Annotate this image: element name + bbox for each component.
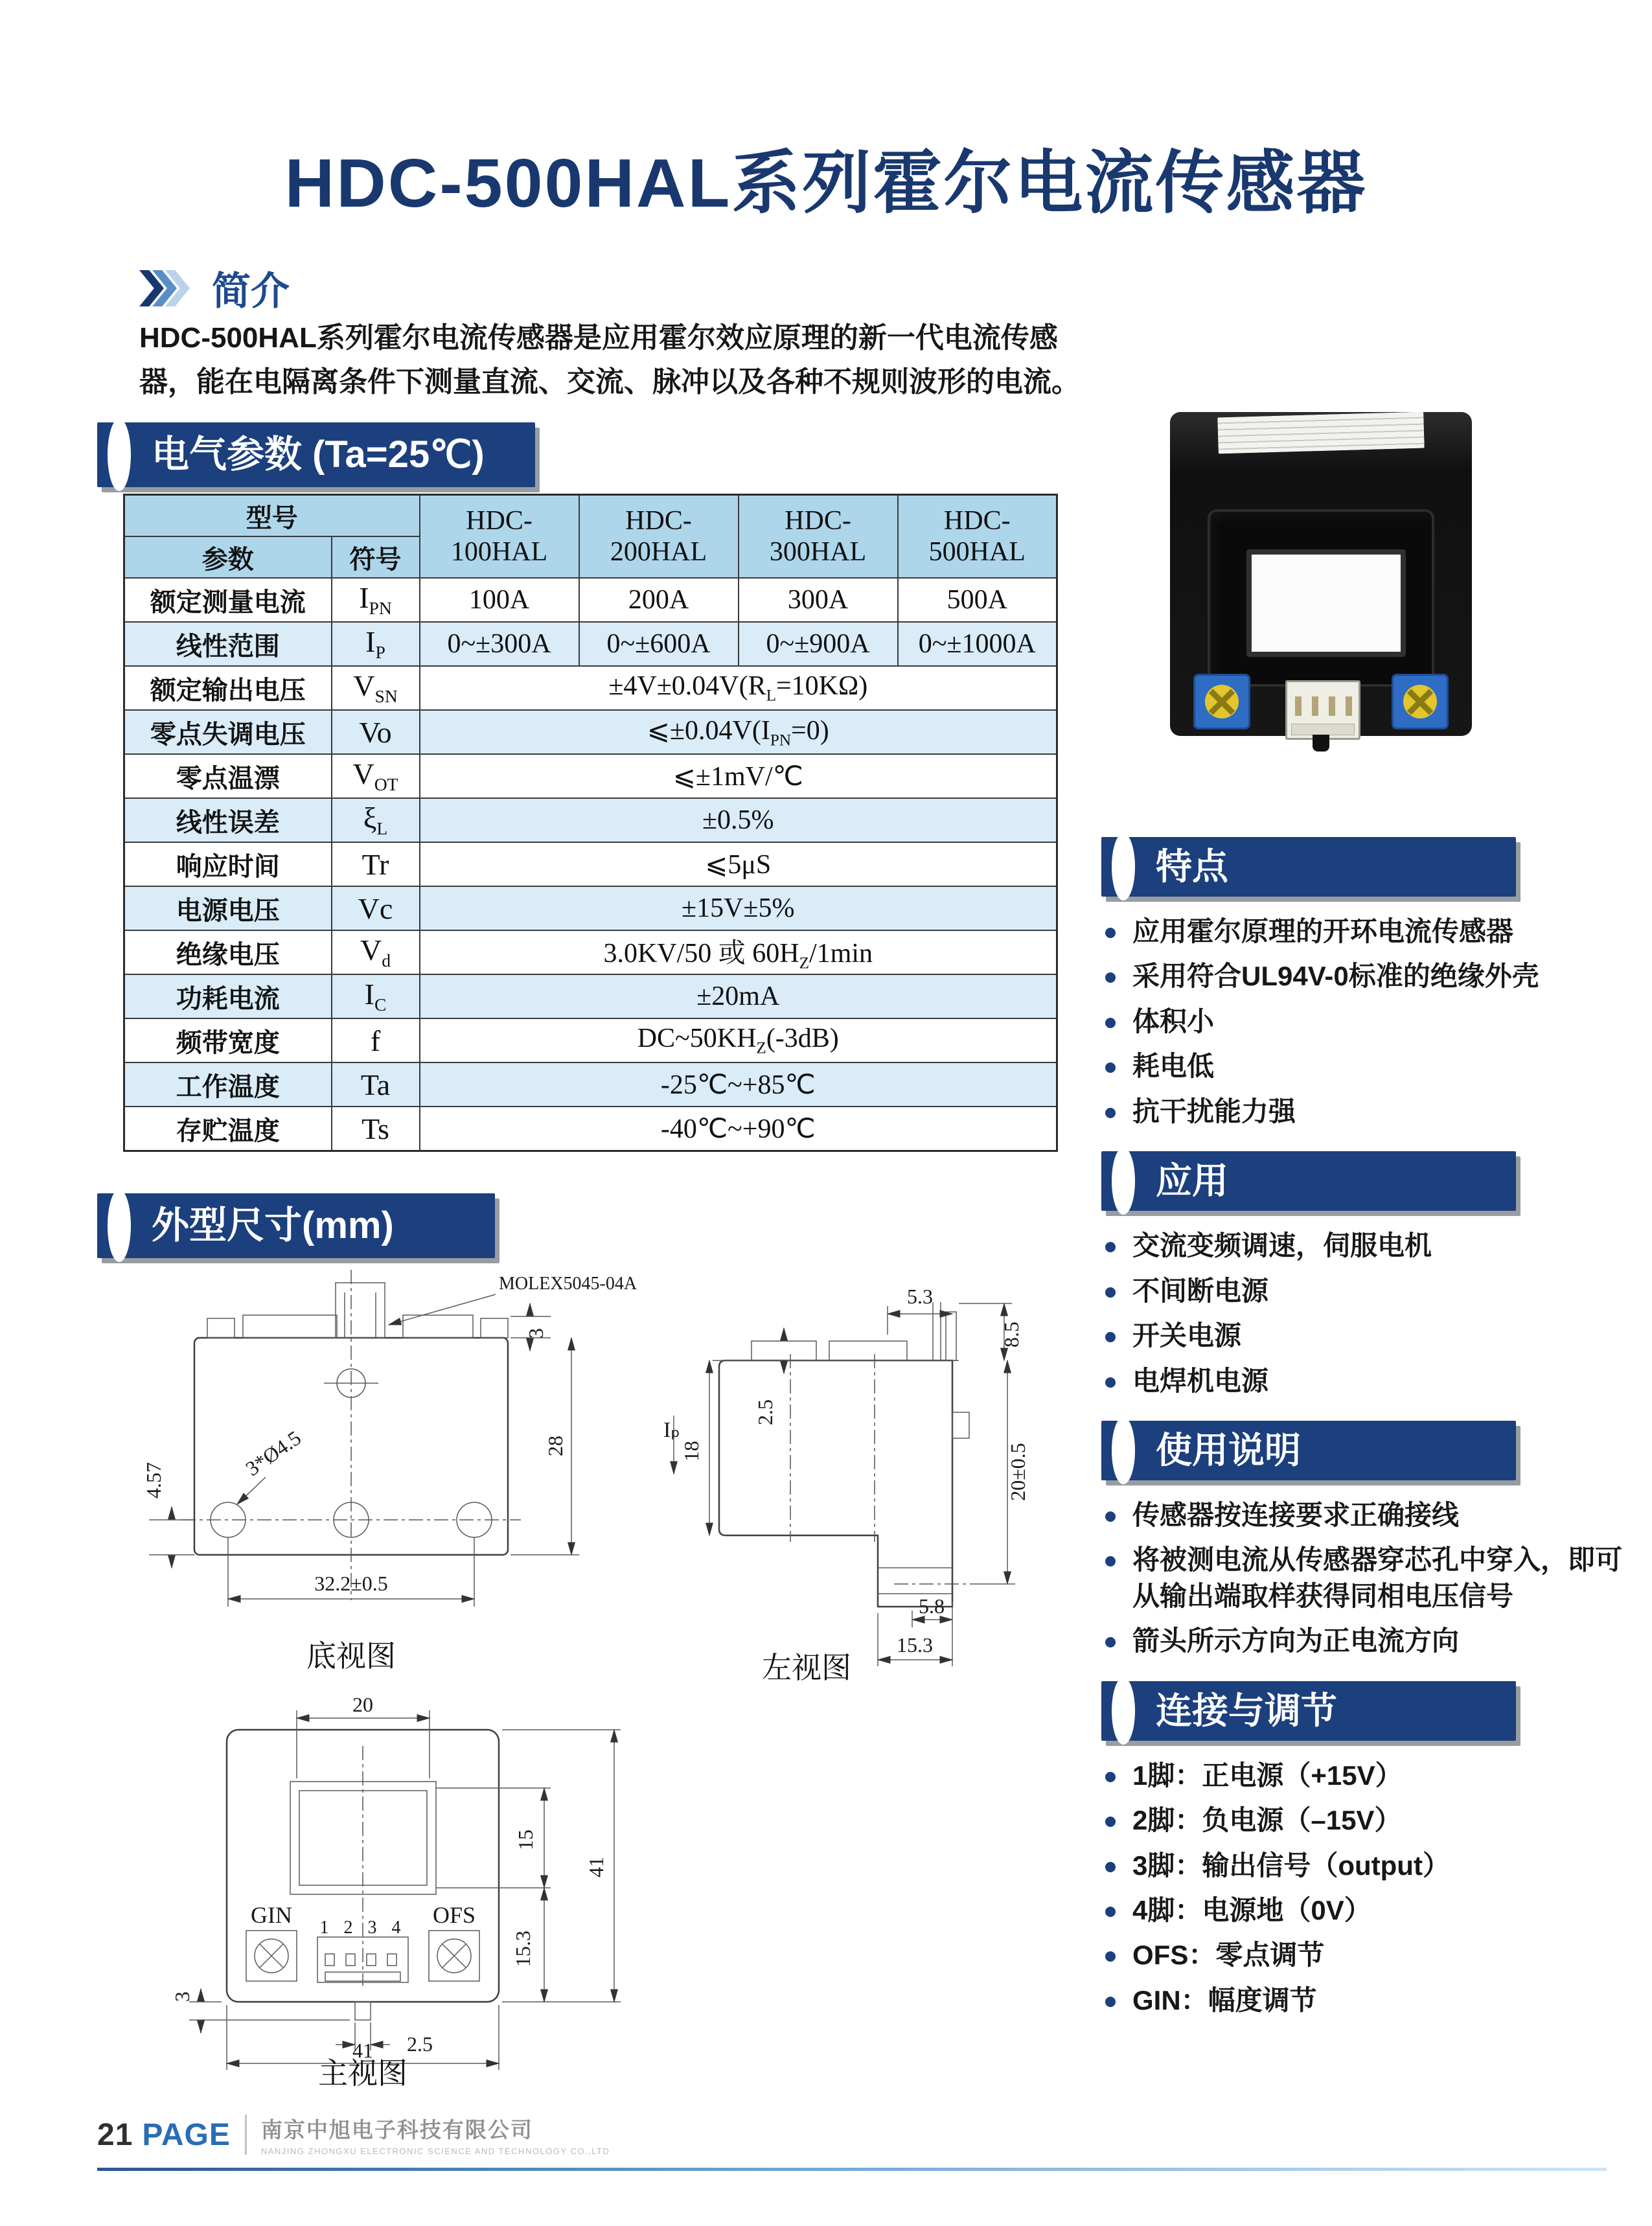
product-photo bbox=[1170, 412, 1472, 741]
list-item bbox=[1105, 1848, 1626, 1883]
dimensions-banner bbox=[97, 1193, 495, 1258]
electrical-params-banner bbox=[97, 422, 535, 487]
applications-list bbox=[1101, 1228, 1626, 1399]
dim-depth: 15.3 bbox=[897, 1633, 933, 1657]
symbol-cell: $I_{PN}$ bbox=[332, 578, 420, 622]
symbol-cell: Ta bbox=[332, 1062, 420, 1107]
param-label-cell: 线性范围 bbox=[124, 622, 332, 666]
list-item-text: 体积小 bbox=[1132, 1005, 1215, 1037]
bottom-view-dimensions bbox=[142, 1274, 637, 1607]
dim-top: 5.3 bbox=[907, 1285, 933, 1308]
table-header-symbol: 符号 bbox=[332, 536, 420, 578]
dim-pin: 8.5 bbox=[1000, 1322, 1023, 1348]
list-item-text: 应用霍尔原理的开环电流传感器 bbox=[1132, 916, 1514, 947]
features-banner bbox=[1101, 837, 1516, 897]
connector-base bbox=[1291, 724, 1355, 735]
bullet-icon bbox=[1105, 1242, 1116, 1252]
table-header-model-4: HDC-500HAL bbox=[898, 495, 1057, 579]
bullet-icon bbox=[1105, 1817, 1116, 1827]
intro-section-header bbox=[139, 260, 290, 316]
dim-body: 18 bbox=[680, 1441, 703, 1462]
list-item bbox=[1105, 1363, 1626, 1399]
dim-right: 20±0.5 bbox=[1006, 1443, 1029, 1501]
connection-banner-text: 连接与调节 bbox=[1156, 1690, 1337, 1731]
page-number: 21 bbox=[97, 2117, 133, 2152]
symbol-cell: Vc bbox=[332, 886, 420, 930]
gin-label: GIN bbox=[251, 1902, 292, 1928]
param-label-cell: 响应时间 bbox=[124, 842, 332, 886]
param-label-cell: 功耗电流 bbox=[124, 974, 332, 1018]
value-cell-merged: -40℃~+90℃ bbox=[420, 1107, 1057, 1151]
symbol-cell: Tr bbox=[332, 842, 420, 886]
value-cell-merged: ±20mA bbox=[420, 974, 1057, 1018]
table-row bbox=[124, 798, 1057, 842]
front-view-caption: 主视图 bbox=[318, 2057, 407, 2086]
dim-total-h: 41 bbox=[584, 1857, 608, 1877]
company-name: 南京中旭电子科技有限公司 bbox=[260, 2118, 533, 2142]
table-header-model-label: 型号 bbox=[124, 495, 420, 537]
list-item bbox=[1105, 1273, 1626, 1309]
param-label-cell: 频带宽度 bbox=[124, 1018, 332, 1062]
list-item bbox=[1105, 1497, 1626, 1533]
symbol-cell: Vo bbox=[332, 710, 420, 754]
bullet-icon bbox=[1105, 1556, 1116, 1566]
bullet-icon bbox=[1105, 1997, 1116, 2007]
table-body bbox=[124, 578, 1057, 1151]
connector-pin bbox=[1329, 696, 1335, 716]
param-label-cell: 电源电压 bbox=[124, 886, 332, 930]
dim-stub-h: 3 bbox=[170, 1991, 194, 2002]
page-footer bbox=[97, 2113, 610, 2156]
dimensions-banner-text: 外型尺寸(mm) bbox=[152, 1204, 394, 1246]
list-item-text: 2脚：负电源（–15V） bbox=[1132, 1805, 1402, 1836]
dim-width: 41 bbox=[352, 2039, 373, 2062]
table-header-model-2: HDC-200HAL bbox=[579, 495, 739, 579]
bullet-icon bbox=[1105, 1287, 1116, 1298]
param-label-cell: 额定输出电压 bbox=[124, 666, 332, 710]
list-item bbox=[1105, 1982, 1626, 2018]
list-item bbox=[1105, 1048, 1626, 1084]
value-cell: 0~±900A bbox=[739, 622, 898, 666]
electrical-params-banner-text: 电气参数 (Ta=25℃) bbox=[152, 433, 485, 476]
value-cell-merged: $⩽\pm 0.04V(I_{PN}=0)$ bbox=[420, 710, 1057, 754]
footer-divider bbox=[245, 2115, 247, 2155]
table-row bbox=[124, 754, 1057, 798]
intro-paragraph: HDC-500HAL系列霍尔电流传感器是应用霍尔效应原理的新一代电流传感器，能在电隔离条件下测量直流、交流、脉冲以及各种不规则波形的电流。 bbox=[139, 322, 1080, 398]
right-column bbox=[1101, 837, 1626, 2040]
dim-lip: 2.5 bbox=[753, 1399, 777, 1425]
dim-tab: 3 bbox=[524, 1328, 547, 1338]
bullet-icon bbox=[1105, 1018, 1116, 1028]
param-label-cell: 零点温漂 bbox=[124, 754, 332, 798]
value-cell: 0~±300A bbox=[420, 622, 579, 666]
list-item bbox=[1105, 1937, 1626, 1973]
value-cell-merged: $DC\sim 50KH_Z(-3dB)$ bbox=[420, 1018, 1057, 1062]
list-item-text: 电焊机电源 bbox=[1132, 1365, 1269, 1396]
value-cell: 0~±600A bbox=[579, 622, 739, 666]
connector-pin bbox=[1295, 696, 1302, 716]
list-item-text: 开关电源 bbox=[1132, 1320, 1242, 1351]
table-row bbox=[124, 886, 1057, 930]
bottom-view-caption: 底视图 bbox=[306, 1640, 396, 1673]
bullet-icon bbox=[1105, 1637, 1116, 1647]
sensor-through-hole bbox=[1246, 549, 1406, 657]
list-item bbox=[1105, 1228, 1626, 1263]
dim-height: 28 bbox=[544, 1436, 567, 1456]
table-header-model-1: HDC-100HAL bbox=[420, 495, 579, 579]
connection-list bbox=[1101, 1758, 1626, 2019]
trimmer-pot-right bbox=[1392, 674, 1449, 729]
usage-list bbox=[1101, 1497, 1626, 1659]
left-view-outline bbox=[713, 1302, 972, 1607]
list-item bbox=[1105, 1802, 1626, 1838]
features-list bbox=[1101, 913, 1626, 1129]
screw-icon bbox=[1205, 685, 1239, 718]
footer-rule bbox=[97, 2168, 1607, 2171]
symbol-cell: $I_P$ bbox=[332, 622, 420, 666]
value-cell: 100A bbox=[420, 578, 579, 622]
list-item-text: 1脚：正电源（+15V） bbox=[1132, 1760, 1403, 1791]
list-item-text: 4脚：电源地（0V） bbox=[1132, 1895, 1371, 1925]
connector-label: MOLEX5045-04A bbox=[499, 1274, 637, 1294]
front-view-outline bbox=[227, 1730, 499, 2020]
sensor-bottom-stub bbox=[1313, 735, 1329, 752]
table-header-param: 参数 bbox=[124, 536, 332, 578]
connection-banner bbox=[1101, 1681, 1516, 1741]
list-item bbox=[1105, 958, 1626, 994]
param-label-cell: 线性误差 bbox=[124, 798, 332, 842]
bullet-icon bbox=[1105, 1772, 1116, 1782]
list-item-text: 将被测电流从传感器穿芯孔中穿入，即可从输出端取样获得同相电压信号 bbox=[1132, 1544, 1623, 1611]
bullet-icon bbox=[1105, 1108, 1116, 1118]
symbol-cell: $V_{OT}$ bbox=[332, 754, 420, 798]
bottom-view-drawing bbox=[110, 1263, 667, 1691]
param-label-cell: 绝缘电压 bbox=[124, 930, 332, 974]
symbol-cell: Ts bbox=[332, 1107, 420, 1151]
applications-banner bbox=[1101, 1151, 1516, 1211]
list-item bbox=[1105, 1892, 1626, 1928]
list-item-text: 交流变频调速，伺服电机 bbox=[1132, 1230, 1432, 1261]
intro-heading: 简介 bbox=[212, 270, 290, 313]
company-block bbox=[261, 2113, 610, 2156]
param-label-cell: 零点失调电压 bbox=[124, 710, 332, 754]
holes-note: 3*Ø4.5 bbox=[241, 1425, 305, 1481]
table-row bbox=[124, 930, 1057, 974]
list-item bbox=[1105, 913, 1626, 949]
value-cell-merged: ⩽5μS bbox=[420, 842, 1057, 886]
value-cell-merged: ⩽±1mV/℃ bbox=[420, 754, 1057, 798]
dim-stub-w: 2.5 bbox=[407, 2032, 433, 2056]
list-item bbox=[1105, 1542, 1626, 1614]
bullet-icon bbox=[1105, 1062, 1116, 1073]
list-item-text: 3脚：输出信号（output） bbox=[1132, 1850, 1450, 1881]
value-cell-merged: -25℃~+85℃ bbox=[420, 1062, 1057, 1107]
dim-window-h: 15 bbox=[514, 1830, 537, 1850]
value-cell-merged: 3.0KV/50 或 $60H_Z/1\min$ bbox=[420, 930, 1057, 974]
bullet-icon bbox=[1105, 928, 1116, 938]
bullet-icon bbox=[1105, 1862, 1116, 1872]
output-connector bbox=[1285, 680, 1360, 740]
value-cell-merged: ±15V±5% bbox=[420, 886, 1057, 930]
connector-pin bbox=[1312, 696, 1318, 716]
company-name-en: NANJING ZHONGXU ELECTRONIC SCIENCE AND TECHNOLOGY CO.,LTD bbox=[260, 2146, 610, 2156]
param-label-cell: 额定测量电流 bbox=[124, 578, 332, 622]
left-view-caption: 左视图 bbox=[762, 1651, 851, 1684]
list-item bbox=[1105, 1623, 1626, 1658]
electrical-params-table-wrap bbox=[123, 494, 1058, 1152]
bullet-icon bbox=[1105, 1951, 1116, 1962]
list-item bbox=[1105, 1318, 1626, 1353]
list-item-text: OFS：零点调节 bbox=[1132, 1940, 1325, 1971]
pin-numbers: 1 2 3 4 bbox=[319, 1918, 406, 1938]
usage-banner bbox=[1101, 1421, 1516, 1480]
list-item-text: 传感器按连接要求正确接线 bbox=[1132, 1499, 1460, 1530]
features-banner-text: 特点 bbox=[1156, 846, 1228, 887]
bullet-icon bbox=[1105, 1511, 1116, 1522]
current-direction-label: Iₚ bbox=[663, 1418, 680, 1442]
symbol-cell: f bbox=[332, 1018, 420, 1062]
trimmer-pot-left bbox=[1193, 674, 1250, 729]
table-row bbox=[124, 1018, 1057, 1062]
dim-hole-offset: 4.57 bbox=[142, 1462, 165, 1498]
table-row bbox=[124, 1107, 1057, 1151]
screw-icon bbox=[1403, 685, 1437, 718]
symbol-cell: $I_C$ bbox=[332, 974, 420, 1018]
list-item-text: 抗干扰能力强 bbox=[1132, 1096, 1296, 1127]
dim-lower: 15.3 bbox=[511, 1931, 534, 1967]
front-view-dimensions bbox=[170, 1697, 621, 2070]
bullet-icon bbox=[1105, 972, 1116, 983]
dim-width: 32.2±0.5 bbox=[314, 1572, 388, 1595]
electrical-params-table bbox=[123, 494, 1058, 1152]
applications-banner-text: 应用 bbox=[1156, 1160, 1228, 1202]
list-item-text: 不间断电源 bbox=[1132, 1275, 1269, 1306]
value-cell: 200A bbox=[579, 578, 739, 622]
table-header-model-3: HDC-300HAL bbox=[739, 495, 898, 579]
list-item-text: 耗电低 bbox=[1132, 1051, 1215, 1082]
page-title: HDC-500HAL系列霍尔电流传感器 bbox=[284, 145, 1368, 222]
bottom-view-outline bbox=[181, 1270, 521, 1600]
list-item bbox=[1105, 1758, 1626, 1793]
symbol-cell: $\xi_L$ bbox=[332, 798, 420, 842]
left-view-drawing bbox=[654, 1263, 1056, 1691]
list-item-text: GIN：幅度调节 bbox=[1132, 1984, 1317, 2015]
table-row bbox=[124, 710, 1057, 754]
value-cell: 0~±1000A bbox=[898, 622, 1057, 666]
bullet-icon bbox=[1105, 1332, 1116, 1342]
table-row bbox=[124, 622, 1057, 666]
value-cell-merged: ±0.5% bbox=[420, 798, 1057, 842]
table-row bbox=[124, 842, 1057, 886]
sensor-label bbox=[1217, 412, 1424, 454]
dim-window: 20 bbox=[352, 1697, 373, 1716]
symbol-cell: $V_{SN}$ bbox=[332, 666, 420, 710]
value-cell: 500A bbox=[898, 578, 1057, 622]
usage-banner-text: 使用说明 bbox=[1156, 1429, 1301, 1471]
ofs-label: OFS bbox=[432, 1902, 476, 1928]
dim-foot: 5.8 bbox=[919, 1594, 945, 1618]
list-item-text: 采用符合UL94V-0标准的绝缘外壳 bbox=[1132, 961, 1539, 992]
list-item bbox=[1105, 1094, 1626, 1129]
value-cell-merged: $\pm 4V\pm 0.04V(R_L=10K\Omega)$ bbox=[420, 666, 1057, 710]
page-label: PAGE bbox=[142, 2117, 231, 2152]
value-cell: 300A bbox=[739, 578, 898, 622]
bullet-icon bbox=[1105, 1377, 1116, 1388]
table-row bbox=[124, 666, 1057, 710]
front-view-drawing bbox=[130, 1697, 661, 2086]
table-row bbox=[124, 578, 1057, 622]
list-item-text: 箭头所示方向为正电流方向 bbox=[1132, 1625, 1460, 1657]
bullet-icon bbox=[1105, 1907, 1116, 1917]
param-label-cell: 存贮温度 bbox=[124, 1107, 332, 1151]
table-row bbox=[124, 1062, 1057, 1107]
param-label-cell: 工作温度 bbox=[124, 1062, 332, 1107]
table-row bbox=[124, 974, 1057, 1018]
connector-pin bbox=[1346, 696, 1352, 716]
symbol-cell: $V_d$ bbox=[332, 930, 420, 974]
list-item bbox=[1105, 1004, 1626, 1039]
